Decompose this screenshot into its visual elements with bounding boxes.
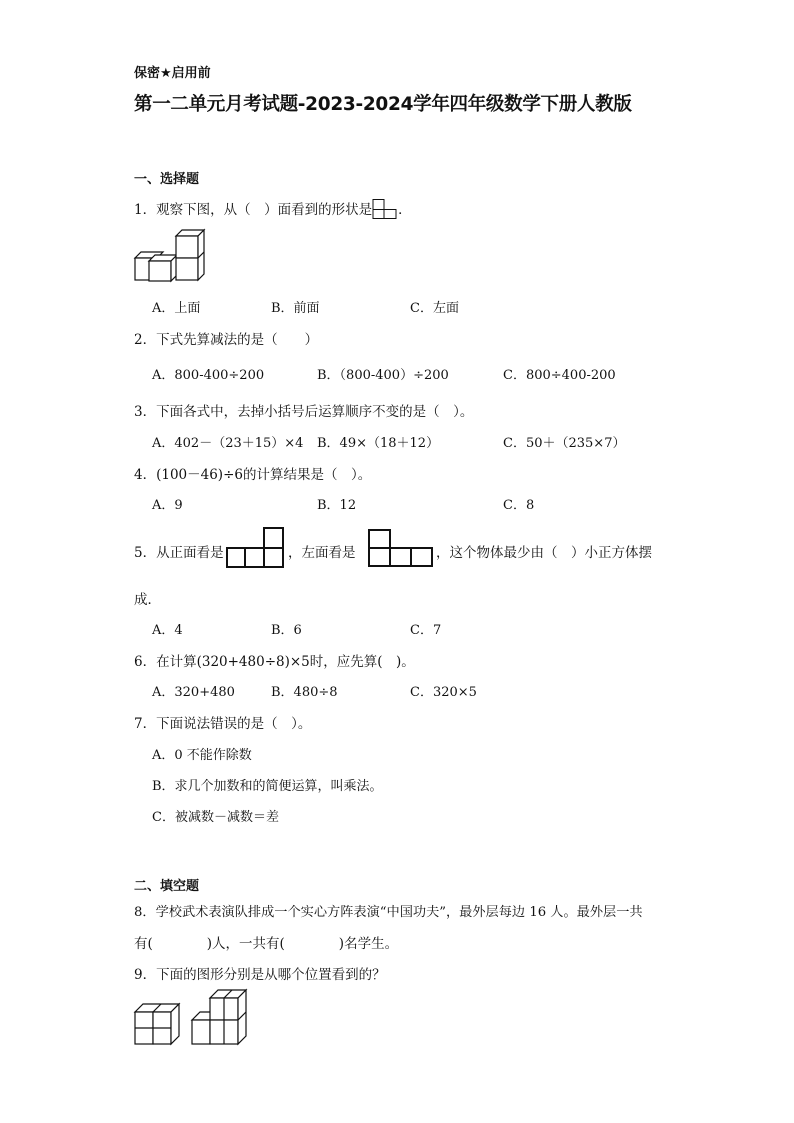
q1-answer-shape-figure <box>372 199 398 219</box>
section-fill-heading: 二、填空题 <box>134 879 200 894</box>
question-2: 2．下式先算减法的是（ ） <box>134 332 319 348</box>
q1-option-b[interactable]: B．前面 <box>271 301 320 316</box>
question-8-line-1: 8．学校武术表演队排成一个实心方阵表演“中国功夫”，最外层每边 16 人。最外层一共 <box>134 905 643 920</box>
q5-left-view-figure <box>367 529 435 569</box>
q2-option-b[interactable]: B．（800-400）÷200 <box>317 368 449 383</box>
confidential-label: 保密★启用前 <box>134 66 211 81</box>
q9-cubes-figure <box>134 988 254 1046</box>
question-7: 7．下面说法错误的是（ ）。 <box>134 716 312 732</box>
q6-option-b[interactable]: B．480÷8 <box>271 685 338 700</box>
q3-option-a[interactable]: A．402－（23＋15）×4 <box>152 436 304 451</box>
q4-option-c[interactable]: C．8 <box>503 498 535 513</box>
q2-option-a[interactable]: A．800-400÷200 <box>152 368 265 383</box>
question-9: 9．下面的图形分别是从哪个位置看到的？ <box>134 967 386 983</box>
page-title: 第一二单元月考试题-2023-2024学年四年级数学下册人教版 <box>134 94 632 115</box>
q5-option-b[interactable]: B．6 <box>271 623 302 638</box>
q5-front-view-figure <box>226 527 286 569</box>
q3-option-c[interactable]: C．50＋（235×7） <box>503 436 626 451</box>
q7-option-b[interactable]: B．求几个加数和的简便运算，叫乘法。 <box>152 779 383 794</box>
q5-option-a[interactable]: A．4 <box>152 623 183 638</box>
question-5-text-a: 5．从正面看是 <box>134 545 224 561</box>
q6-option-c[interactable]: C．320×5 <box>410 685 477 700</box>
question-1-period: ． <box>398 202 412 218</box>
q5-option-c[interactable]: C．7 <box>410 623 442 638</box>
q4-option-b[interactable]: B．12 <box>317 498 357 513</box>
q7-option-c[interactable]: C．被减数－减数＝差 <box>152 810 279 825</box>
question-8-line-2: 有( )人，一共有( )名学生。 <box>134 936 399 952</box>
question-5-text-d: 成． <box>134 592 161 608</box>
q1-option-c[interactable]: C．左面 <box>410 301 459 316</box>
question-1-text: 1．观察下图，从（ ）面看到的形状是 <box>134 202 373 218</box>
section-choice-heading: 一、选择题 <box>134 172 200 187</box>
question-4: 4．(100－46)÷6的计算结果是（ ）。 <box>134 467 372 483</box>
q1-cubes-figure <box>134 228 208 284</box>
q6-option-a[interactable]: A．320+480 <box>152 685 235 700</box>
question-3: 3．下面各式中，去掉小括号后运算顺序不变的是（ ）。 <box>134 404 474 420</box>
q2-option-c[interactable]: C．800÷400-200 <box>503 368 616 383</box>
question-1 <box>134 198 412 219</box>
question-6: 6．在计算(320+480÷8)×5时，应先算( )。 <box>134 654 415 670</box>
question-5-text-c: ，这个物体最少由（ ）小正方体摆 <box>436 545 652 561</box>
q3-option-b[interactable]: B．49×（18＋12） <box>317 436 440 451</box>
q4-option-a[interactable]: A．9 <box>152 498 183 513</box>
question-5-text-b: ，左面看是 <box>288 545 356 561</box>
q7-option-a[interactable]: A．0 不能作除数 <box>152 748 252 763</box>
q1-option-a[interactable]: A．上面 <box>152 301 201 316</box>
